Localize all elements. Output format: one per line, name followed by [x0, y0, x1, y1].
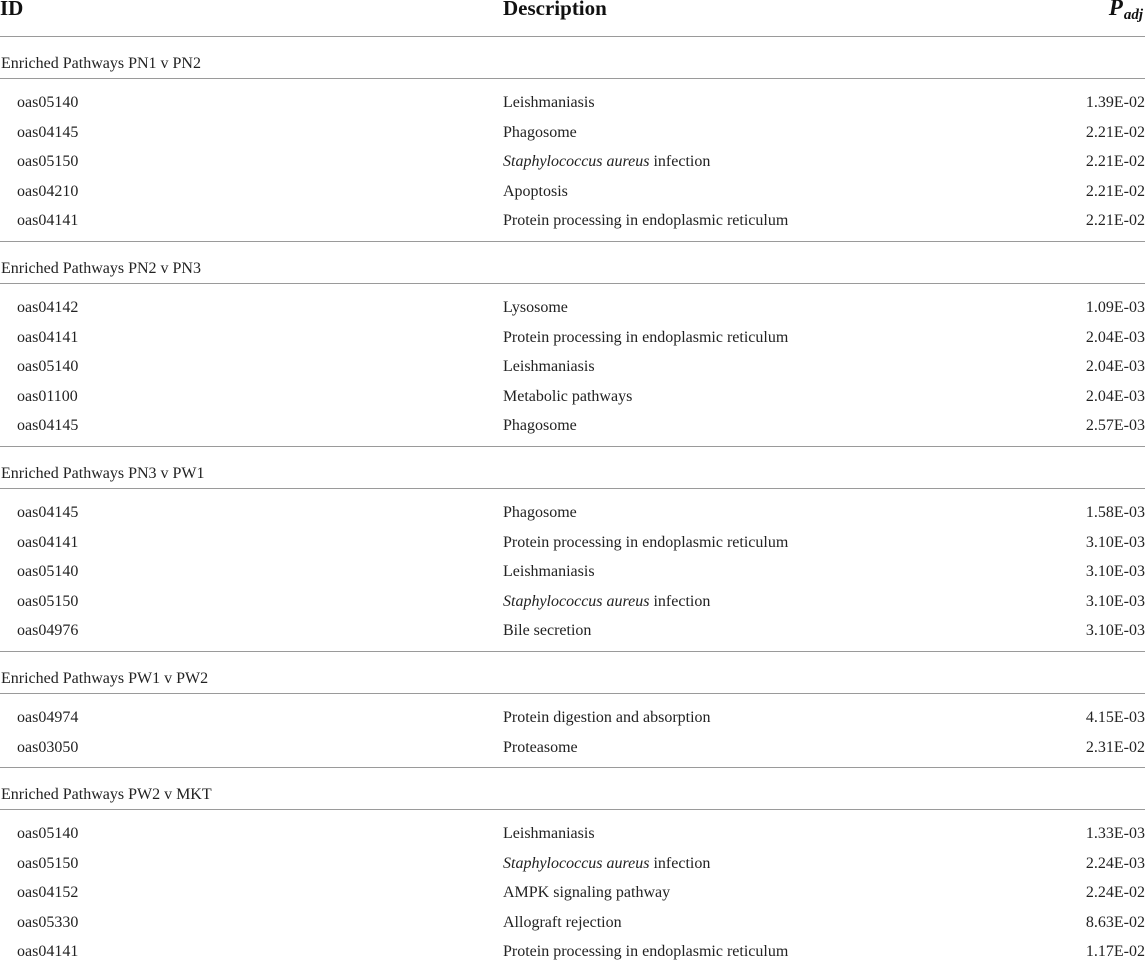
- group-title-row: [0, 652, 1145, 694]
- pathway-description: [503, 387, 632, 407]
- group-title-row: [0, 768, 1145, 810]
- pathway-description: [503, 621, 591, 641]
- table-row: [0, 592, 1145, 622]
- p-adj-value: 2.21E-02: [1085, 123, 1145, 141]
- p-adj-value: 1.39E-02: [1085, 94, 1145, 111]
- table-row: [0, 854, 1145, 884]
- table-header: [0, 0, 1145, 37]
- group-title: Enriched Pathways PW1 v PW2: [1, 669, 209, 687]
- description-text: Protein processing in endoplasmic reticulum: [503, 212, 789, 230]
- pathway-id: oas04145: [17, 503, 79, 521]
- group-title: Enriched Pathways PN3 v PW1: [1, 464, 205, 482]
- pathway-id: oas05150: [17, 854, 79, 872]
- pathway-id: oas04142: [17, 298, 79, 316]
- p-adj-value: 8.63E-02: [1085, 913, 1145, 931]
- description-text: Phagosome: [503, 123, 577, 141]
- p-adj-value: 3.10E-03: [1085, 622, 1145, 640]
- table-row: [0, 533, 1145, 563]
- pathway-description: [503, 357, 595, 377]
- description-text: Protein processing in endoplasmic reticulum: [503, 533, 789, 551]
- pathway-id: oas04141: [17, 943, 79, 961]
- group-title-row: [0, 242, 1145, 284]
- species-name: Staphylococcus aureus: [503, 854, 650, 872]
- table-row: [0, 738, 1145, 768]
- table-row: [0, 416, 1145, 446]
- p-adj-value: 2.21E-02: [1085, 212, 1145, 230]
- pathway-description: [503, 738, 578, 758]
- description-text: Phagosome: [503, 417, 577, 435]
- group-title: Enriched Pathways PW2 v MKT: [1, 786, 212, 804]
- pathway-id: oas05140: [17, 94, 79, 111]
- pathway-id: oas05150: [17, 592, 79, 610]
- pathway-description: [503, 883, 670, 903]
- p-adj-value: 2.57E-03: [1085, 417, 1145, 435]
- p-adj-value: 1.09E-03: [1085, 298, 1145, 316]
- pathway-description: [503, 854, 710, 874]
- group-body: [0, 489, 1145, 652]
- table-row: [0, 883, 1145, 913]
- p-adj-value: 3.10E-03: [1085, 592, 1145, 610]
- pathway-description: [503, 708, 711, 728]
- pathway-id: oas04145: [17, 417, 79, 435]
- pathway-id: oas03050: [17, 738, 79, 756]
- description-text: Protein digestion and absorption: [503, 708, 711, 726]
- group-title: Enriched Pathways PN1 v PN2: [1, 55, 201, 72]
- header-p-adj: [1109, 0, 1143, 29]
- pathway-description: [503, 93, 595, 113]
- p-adj-value: 1.58E-03: [1085, 503, 1145, 521]
- table-body: [0, 37, 1145, 972]
- group-title-row: [0, 447, 1145, 489]
- table-row: [0, 328, 1145, 358]
- description-text: Protein processing in endoplasmic reticulum: [503, 328, 789, 346]
- pathway-id: oas04141: [17, 212, 79, 230]
- p-adj-value: 3.10E-03: [1085, 563, 1145, 581]
- pathway-id: oas05140: [17, 825, 79, 843]
- pathway-id: oas04145: [17, 123, 79, 141]
- group-body: [0, 79, 1145, 242]
- pathway-id: oas04141: [17, 328, 79, 346]
- p-adj-value: 2.04E-03: [1085, 387, 1145, 405]
- description-text: Allograft rejection: [503, 913, 622, 931]
- table-row: [0, 621, 1145, 651]
- pathway-id: oas04210: [17, 182, 79, 200]
- description-text: Phagosome: [503, 503, 577, 521]
- pathway-id: oas05140: [17, 358, 79, 376]
- table-row: [0, 123, 1145, 153]
- group-body: [0, 810, 1145, 972]
- table-row: [0, 503, 1145, 533]
- species-name: Staphylococcus aureus: [503, 592, 650, 610]
- description-text: AMPK signaling pathway: [503, 884, 671, 902]
- description-text: Leishmaniasis: [503, 825, 595, 843]
- description-text: infection: [649, 592, 711, 610]
- p-adj-value: 2.31E-02: [1085, 738, 1145, 756]
- pathway-id: oas04976: [17, 622, 79, 640]
- p-adj-value: 4.15E-03: [1085, 708, 1145, 726]
- description-text: Leishmaniasis: [503, 358, 595, 376]
- p-adj-value: 2.04E-03: [1085, 328, 1145, 346]
- p-adj-value: 3.10E-03: [1085, 533, 1145, 551]
- table-row: [0, 357, 1145, 387]
- pathway-description: [503, 328, 788, 348]
- group-title: Enriched Pathways PN2 v PN3: [1, 259, 201, 277]
- pathway-id: oas04141: [17, 533, 79, 551]
- pathway-description: [503, 211, 788, 231]
- description-text: Apoptosis: [503, 182, 568, 200]
- pathway-description: [503, 592, 710, 612]
- pathway-id: oas05150: [17, 153, 79, 171]
- header-p-sub: adj: [1123, 7, 1143, 23]
- pathway-description: [503, 416, 577, 436]
- description-text: Proteasome: [503, 738, 578, 756]
- pathway-description: [503, 182, 568, 202]
- pathway-id: oas05140: [17, 563, 79, 581]
- p-adj-value: 2.21E-02: [1085, 153, 1145, 171]
- table-row: [0, 211, 1145, 241]
- table-row: [0, 387, 1145, 417]
- p-adj-value: 2.24E-02: [1085, 884, 1145, 902]
- description-text: Leishmaniasis: [503, 94, 595, 111]
- pathway-description: [503, 533, 788, 553]
- pathway-description: [503, 123, 577, 143]
- pathway-description: [503, 942, 788, 962]
- description-text: Lysosome: [503, 298, 568, 316]
- p-adj-value: 2.24E-03: [1085, 854, 1145, 872]
- pathway-description: [503, 913, 622, 933]
- table-row: [0, 298, 1145, 328]
- table-row: [0, 942, 1145, 972]
- description-text: Protein processing in endoplasmic reticulum: [503, 943, 789, 961]
- p-adj-value: 2.21E-02: [1085, 182, 1145, 200]
- table-row: [0, 152, 1145, 182]
- table-row: [0, 824, 1145, 854]
- pathway-description: [503, 824, 595, 844]
- header-p-main: P: [1108, 0, 1123, 20]
- p-adj-value: 2.04E-03: [1085, 358, 1145, 376]
- table-row: [0, 562, 1145, 592]
- species-name: Staphylococcus aureus: [503, 153, 650, 171]
- pathway-id: oas04974: [17, 708, 79, 726]
- table-row: [0, 708, 1145, 738]
- description-text: Metabolic pathways: [503, 387, 633, 405]
- description-text: infection: [649, 854, 711, 872]
- table-row: [0, 182, 1145, 212]
- group-body: [0, 284, 1145, 447]
- pathway-description: [503, 503, 577, 523]
- p-adj-value: 1.33E-03: [1085, 825, 1145, 843]
- p-adj-value: 1.17E-02: [1085, 943, 1145, 961]
- table-row: [0, 913, 1145, 943]
- header-id: ID: [0, 0, 24, 20]
- pathway-id: oas04152: [17, 884, 79, 902]
- group-body: [0, 694, 1145, 768]
- table-row: [0, 93, 1145, 123]
- description-text: infection: [649, 153, 711, 171]
- pathway-description: [503, 562, 595, 582]
- group-title-row: [0, 37, 1145, 79]
- pathway-description: [503, 298, 568, 318]
- description-text: Leishmaniasis: [503, 563, 595, 581]
- pathway-description: [503, 152, 710, 172]
- pathway-id: oas01100: [17, 387, 78, 405]
- header-description: Description: [503, 0, 607, 20]
- description-text: Bile secretion: [503, 622, 592, 640]
- pathway-id: oas05330: [17, 913, 79, 931]
